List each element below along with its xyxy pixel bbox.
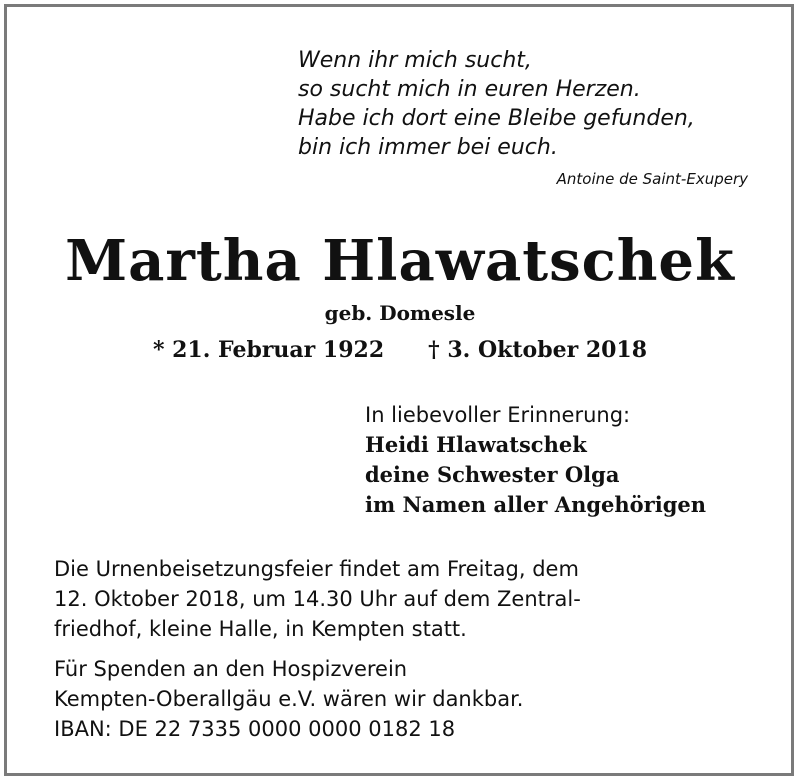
birth-date: * 21. Februar 1922 (152, 337, 385, 363)
donation-line: Kempten-Oberallgäu e.V. wären wir dankbar. (54, 687, 524, 711)
mourners-intro: In liebevoller Erinnerung: (365, 403, 631, 427)
life-dates (0, 337, 800, 363)
deceased-name: Martha Hlawatschek (65, 228, 735, 294)
mourner-name: deine Schwester Olga (365, 462, 620, 487)
quote-line: so sucht mich in euren Herzen. (298, 77, 641, 102)
mourner-name: im Namen aller Angehörigen (365, 492, 707, 517)
iban-line: IBAN: DE 22 7335 0000 0000 0182 18 (54, 717, 456, 741)
quote-line: Wenn ihr mich sucht, (298, 48, 532, 73)
mourner-name: Heidi Hlawatschek (365, 432, 587, 457)
funeral-line: friedhof, kleine Halle, in Kempten statt. (54, 617, 467, 641)
quote-line: Habe ich dort eine Bleibe gefunden, (298, 106, 695, 131)
quote-poem (298, 46, 695, 162)
funeral-info (54, 554, 581, 644)
funeral-line: Die Urnenbeisetzungsfeier findet am Freitag, dem (54, 557, 579, 581)
notice-body (54, 554, 581, 754)
quote-author: Antoine de Saint-Exupery (556, 170, 748, 188)
donation-line: Für Spenden an den Hospizverein (54, 657, 408, 681)
maiden-name: geb. Domesle (324, 301, 476, 325)
quote-line: bin ich immer bei euch. (298, 135, 558, 160)
mourners-block (365, 400, 706, 520)
death-date: † 3. Oktober 2018 (428, 337, 648, 363)
donation-info (54, 654, 581, 744)
funeral-line: 12. Oktober 2018, um 14.30 Uhr auf dem Zentral- (54, 587, 581, 611)
